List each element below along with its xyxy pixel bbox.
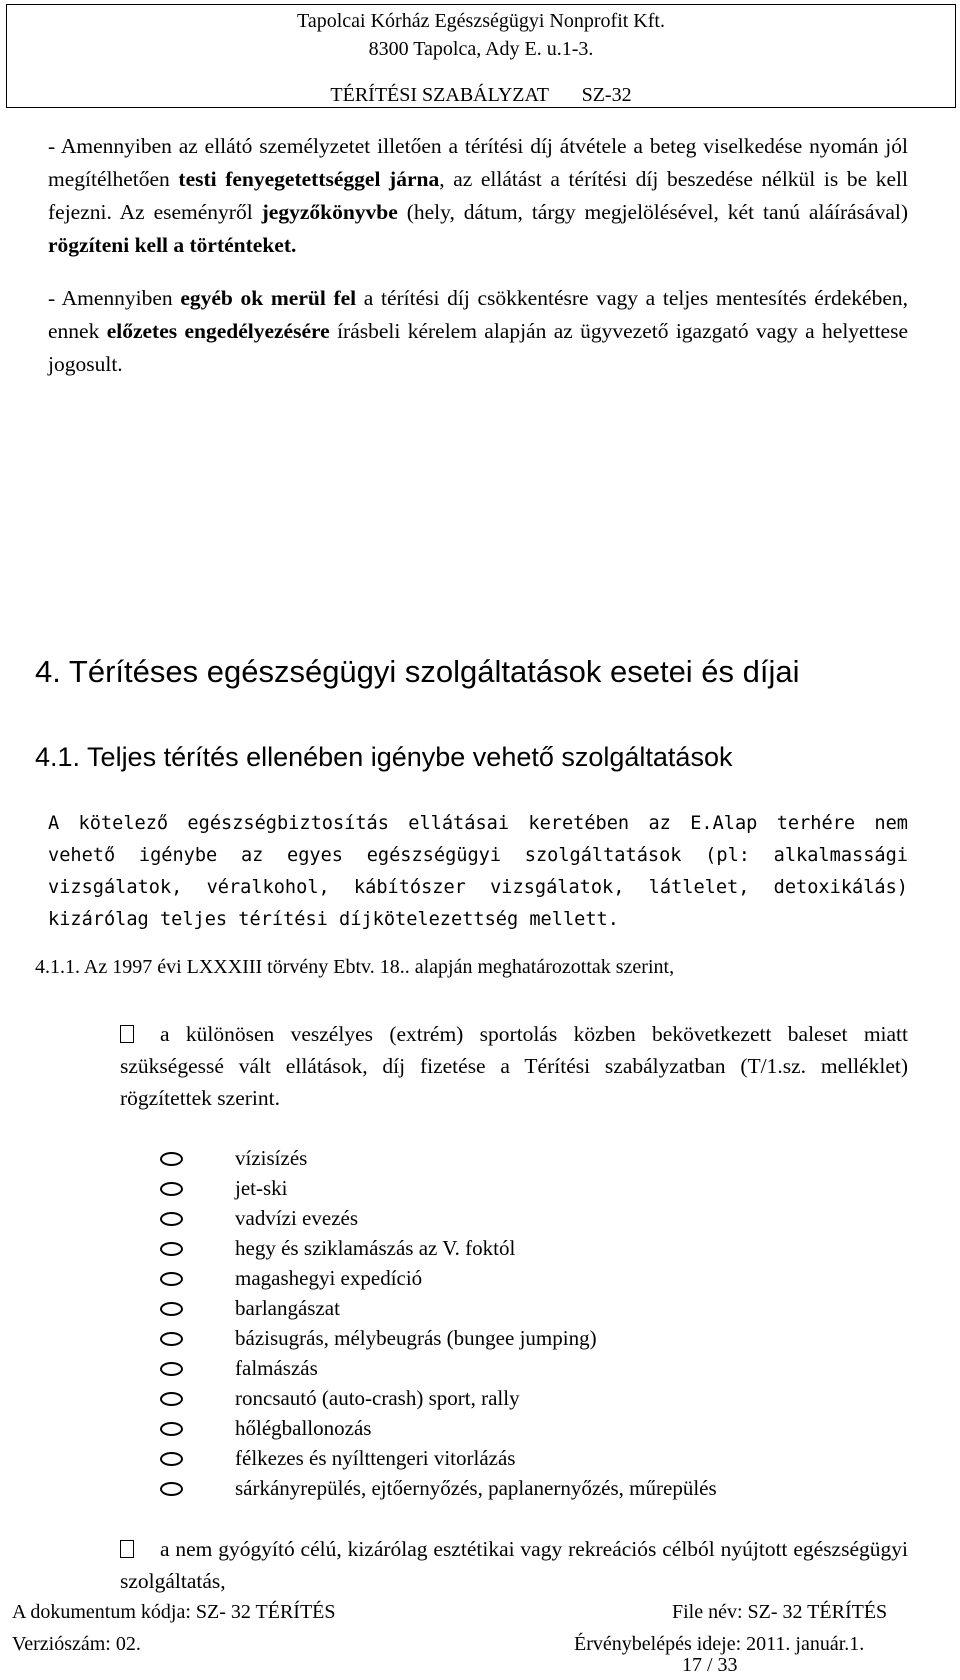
text-run: - Amennyiben az ellátó személyzetet illetően a térítési díj átvétele a beteg viselkedése nyomán jól megítélhetően [48,134,908,191]
list-item [160,1443,717,1473]
bullet-text: a különösen veszélyes (extrém) sportolás közben bekövetkezett baleset miatt szükségessé vált ellátások, díj fizetése a Térítési szabályzatban (T/1.sz. melléklet) rögzítettek szerint. [120,1022,908,1110]
list-item [160,1233,717,1263]
bullet-extreme-sports [120,1018,908,1114]
text-run: , az ellátást a térítési díj beszedése nélkül is be kell fejezni. Az eseményről [48,167,908,224]
circle-bullet-icon [160,1422,183,1436]
text-run: - Amennyiben [48,286,181,310]
paragraph-other-reason [48,282,908,381]
list-item-label: jet-ski [235,1176,288,1200]
list-item-label: vízisízés [235,1146,308,1170]
sports-list [160,1143,717,1503]
list-item [160,1293,717,1323]
bold-run: jegyzőkönyvbe [261,200,398,224]
circle-bullet-icon [160,1152,183,1166]
footer-effective-date: Érvénybelépés ideje: 2011. január.1. [574,1633,865,1655]
circle-bullet-icon [160,1482,183,1496]
text-run: (hely, dátum, tárgy megjelölésével, két tanú aláírásával) [397,200,908,224]
list-item [160,1143,717,1173]
paragraph-full-fee: A kötelező egészségbiztosítás ellátásai keretében az E.Alap terhére nem vehető igénybe az egyes egészségügyi szolgáltatások (pl: alkalmassági vizsgálatok, véralkohol, kábítószer vizsgálatok, látlelet, detoxikálás) kizárólag teljes térítési díjkötelezettség mellett. [48,813,908,930]
circle-bullet-icon [160,1362,183,1376]
organization-address: 8300 Tapolca, Ady E. u.1-3. [368,38,594,60]
bold-run: egyéb ok merül fel [180,286,357,310]
list-item-label: sárkányrepülés, ejtőernyőzés, paplanernyőzés, műrepülés [235,1476,717,1500]
list-item [160,1323,717,1353]
circle-bullet-icon [160,1452,183,1466]
list-item [160,1473,717,1503]
text-run: írásbeli kérelem alapján az ügyvezető igazgató vagy a helyettese jogosult. [48,319,908,376]
list-item-label: barlangászat [235,1296,340,1320]
list-item-label: hőlégballonozás [235,1416,372,1440]
list-item [160,1203,717,1233]
checkbox-bullet-icon [120,1025,134,1043]
bullet-aesthetic-services [120,1533,908,1597]
page-number: 17 / 33 [682,1654,738,1676]
list-item-label: hegy és sziklamászás az V. foktól [235,1236,516,1260]
circle-bullet-icon [160,1182,183,1196]
circle-bullet-icon [160,1302,183,1316]
list-item-label: magashegyi expedíció [235,1266,423,1290]
bold-run: előzetes engedélyezésére [106,319,330,343]
section-heading: 4. Térítéses egészségügyi szolgáltatások esetei és díjai [35,654,800,689]
footer-file-name: File név: SZ- 32 TÉRÍTÉS [672,1601,888,1623]
organization-name: Tapolcai Kórház Egészségügyi Nonprofit Kft. [297,10,665,32]
list-item-label: falmászás [235,1356,318,1380]
list-item-label: bázisugrás, mélybeugrás (bungee jumping) [235,1326,597,1350]
document-header [6,4,956,108]
footer-version: Verziószám: 02. [12,1633,141,1655]
list-item [160,1413,717,1443]
subsection-heading: 4.1. Teljes térítés ellenében igénybe vehető szolgáltatások [35,742,733,772]
document-title-line [7,81,955,109]
list-item [160,1383,717,1413]
list-item [160,1353,717,1383]
bullet-text: a nem gyógyító célú, kizárólag esztétikai vagy rekreációs célból nyújtott egészségügyi szolgáltatás, [120,1537,908,1593]
list-item [160,1173,717,1203]
text-run: a térítési díj csökkentésre vagy a teljes mentesítés érdekében, ennek [48,286,908,343]
footer-doc-code: A dokumentum kódja: SZ- 32 TÉRÍTÉS [12,1601,336,1623]
list-item-label: vadvízi evezés [235,1206,359,1230]
document-code: SZ-32 [581,84,632,106]
bold-run: testi fenyegetettséggel járna [178,167,440,191]
checkbox-bullet-icon [120,1540,134,1558]
paragraph-threat [48,130,908,262]
circle-bullet-icon [160,1392,183,1406]
list-item [160,1263,717,1293]
list-item-label: félkezes és nyílttengeri vitorlázás [235,1446,516,1470]
circle-bullet-icon [160,1242,183,1256]
circle-bullet-icon [160,1212,183,1226]
document-title: TÉRÍTÉSI SZABÁLYZAT [330,84,549,106]
bold-run: rögzíteni kell a történteket. [48,233,297,257]
circle-bullet-icon [160,1272,183,1286]
list-item-label: roncsautó (auto-crash) sport, rally [235,1386,520,1410]
circle-bullet-icon [160,1332,183,1346]
subsubsection-heading: 4.1.1. Az 1997 évi LXXXIII törvény Ebtv. 18.. alapján meghatározottak szerint, [35,956,675,978]
